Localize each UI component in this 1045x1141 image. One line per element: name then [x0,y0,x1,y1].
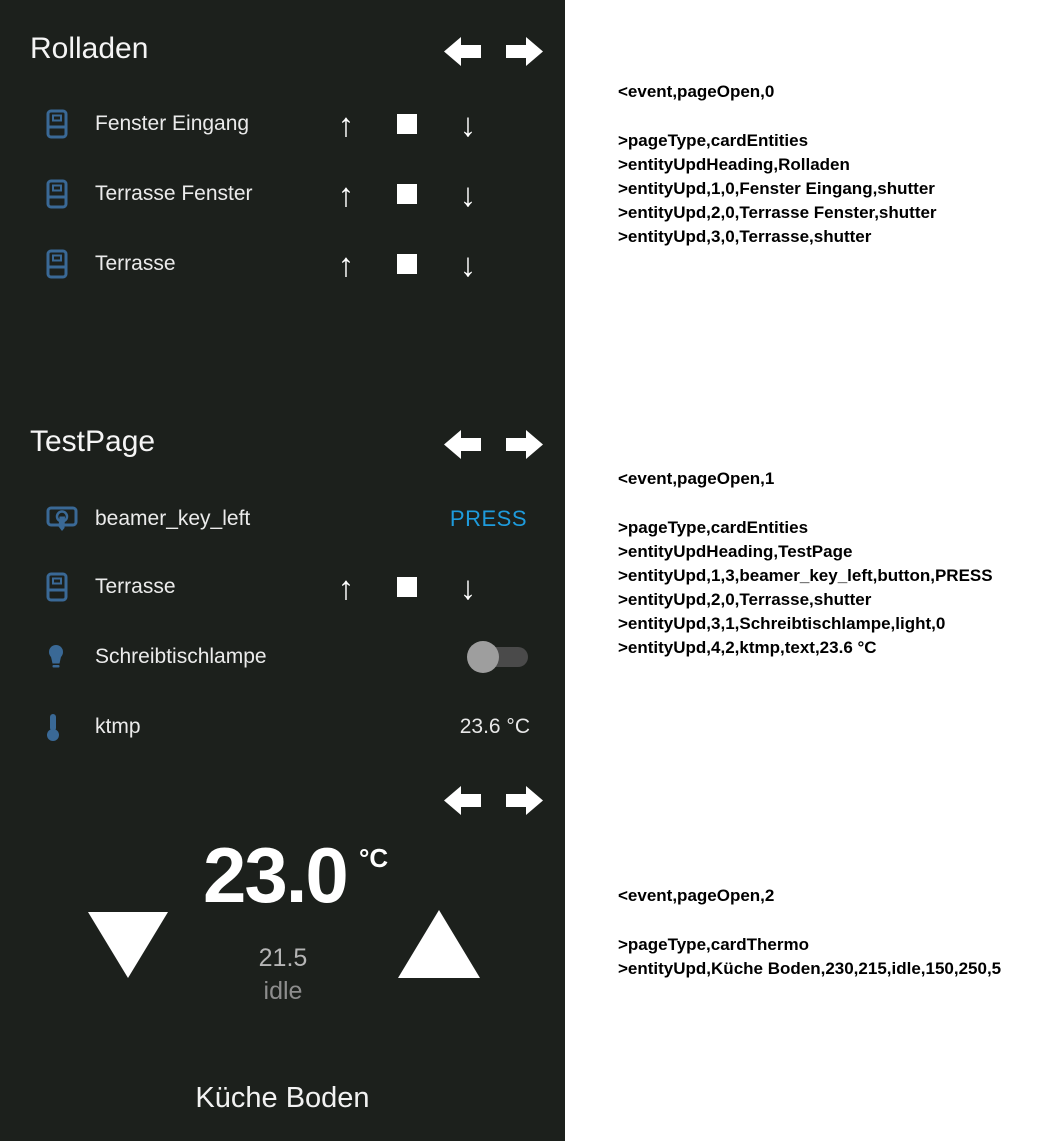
protocol-line: >entityUpdHeading,Rolladen [618,155,850,174]
stop-icon [397,114,417,134]
up-arrow-icon: ↑ [337,105,355,143]
nav-next-button[interactable] [506,783,544,818]
nav-prev-button[interactable] [443,783,481,818]
up-arrow-icon: ↑ [337,245,355,283]
protocol-line: >pageType,cardEntities [618,518,809,537]
temp-decrease-button[interactable] [88,912,168,978]
arrow-left-icon [443,34,481,69]
hvac-state: idle [263,977,303,1005]
shutter-down-button[interactable] [451,89,485,159]
up-arrow-icon: ↑ [337,568,355,606]
protocol-line: >pageType,cardEntities [618,131,809,150]
light-icon [46,644,66,671]
protocol-event-line: <event,pageOpen,2 [618,886,775,905]
protocol-line: >entityUpd,1,3,beamer_key_left,button,PRESS [618,566,993,585]
sensor-value: 23.6 °C [459,715,530,738]
entity-row [0,229,565,299]
down-arrow-icon: ↓ [459,175,477,213]
entity-label: Terrasse [95,252,176,275]
shutter-stop-button[interactable] [395,159,419,229]
entity-label: ktmp [95,715,141,738]
shutter-stop-button[interactable] [395,89,419,159]
protocol-line: >entityUpd,2,0,Terrasse,shutter [618,590,872,609]
shutter-down-button[interactable] [451,229,485,299]
entity-row [0,484,565,554]
thermometer-icon [46,713,60,742]
entity-row [0,692,565,762]
arrow-left-icon [443,427,481,462]
thermostat-title: Küche Boden [195,1082,370,1114]
protocol-line: >entityUpd,3,1,Schreibtischlampe,light,0 [618,614,946,633]
protocol-line: >entityUpd,3,0,Terrasse,shutter [618,227,872,246]
blank-line [618,491,1038,516]
entity-row [0,622,565,692]
nav-next-button[interactable] [506,427,544,462]
protocol-line: >entityUpd,1,0,Fenster Eingang,shutter [618,179,935,198]
press-button[interactable]: PRESS [449,506,527,531]
shutter-up-button[interactable] [329,159,363,229]
entity-row [0,159,565,229]
down-arrow-icon: ↓ [459,568,477,606]
protocol-event-line: <event,pageOpen,1 [618,469,775,488]
protocol-line: >entityUpd,Küche Boden,230,215,idle,150,250,5 [618,959,1002,978]
shutter-icon [46,179,68,209]
up-arrow-icon: ↑ [337,175,355,213]
blank-line [618,908,1038,933]
stop-icon [397,184,417,204]
protocol-line: >entityUpd,2,0,Terrasse Fenster,shutter [618,203,937,222]
entity-label: Terrasse [95,575,176,598]
shutter-icon [46,249,68,279]
arrow-left-icon [443,783,481,818]
shutter-down-button[interactable] [451,552,485,622]
button-icon [46,504,78,534]
stop-icon [397,254,417,274]
page-title-rolladen: Rolladen [30,32,149,65]
down-arrow-icon: ↓ [459,105,477,143]
temp-increase-button[interactable] [398,910,480,978]
protocol-block-2 [618,884,1038,981]
shutter-up-button[interactable] [329,552,363,622]
protocol-block-1 [618,467,1038,660]
entity-row [0,552,565,622]
nav-next-button[interactable] [506,34,544,69]
blank-line [618,104,1038,129]
toggle-knob [467,641,499,673]
light-toggle[interactable] [470,647,528,667]
shutter-stop-button[interactable] [395,229,419,299]
protocol-line: >entityUpd,4,2,ktmp,text,23.6 °C [618,638,877,657]
shutter-icon [46,572,68,602]
down-arrow-icon: ↓ [459,245,477,283]
target-temperature: 21.5 [258,944,308,972]
temperature-unit: °C [359,843,389,873]
entity-label: Fenster Eingang [95,112,250,135]
nav-prev-button[interactable] [443,34,481,69]
arrow-right-icon [506,427,544,462]
shutter-down-button[interactable] [451,159,485,229]
nav-prev-button[interactable] [443,427,481,462]
shutter-up-button[interactable] [329,229,363,299]
protocol-block-0 [618,80,1038,249]
shutter-stop-button[interactable] [395,552,419,622]
protocol-event-line: <event,pageOpen,0 [618,82,775,101]
shutter-up-button[interactable] [329,89,363,159]
protocol-line: >pageType,cardThermo [618,935,809,954]
shutter-icon [46,109,68,139]
arrow-right-icon [506,783,544,818]
entity-label: Schreibtischlampe [95,645,267,668]
protocol-line: >entityUpdHeading,TestPage [618,542,853,561]
entity-label: beamer_key_left [95,507,251,530]
arrow-right-icon [506,34,544,69]
entity-row [0,89,565,159]
entity-label: Terrasse Fenster [95,182,253,205]
page-title-testpage: TestPage [30,425,156,458]
stop-icon [397,577,417,597]
current-temperature: 23.0 [203,831,347,919]
